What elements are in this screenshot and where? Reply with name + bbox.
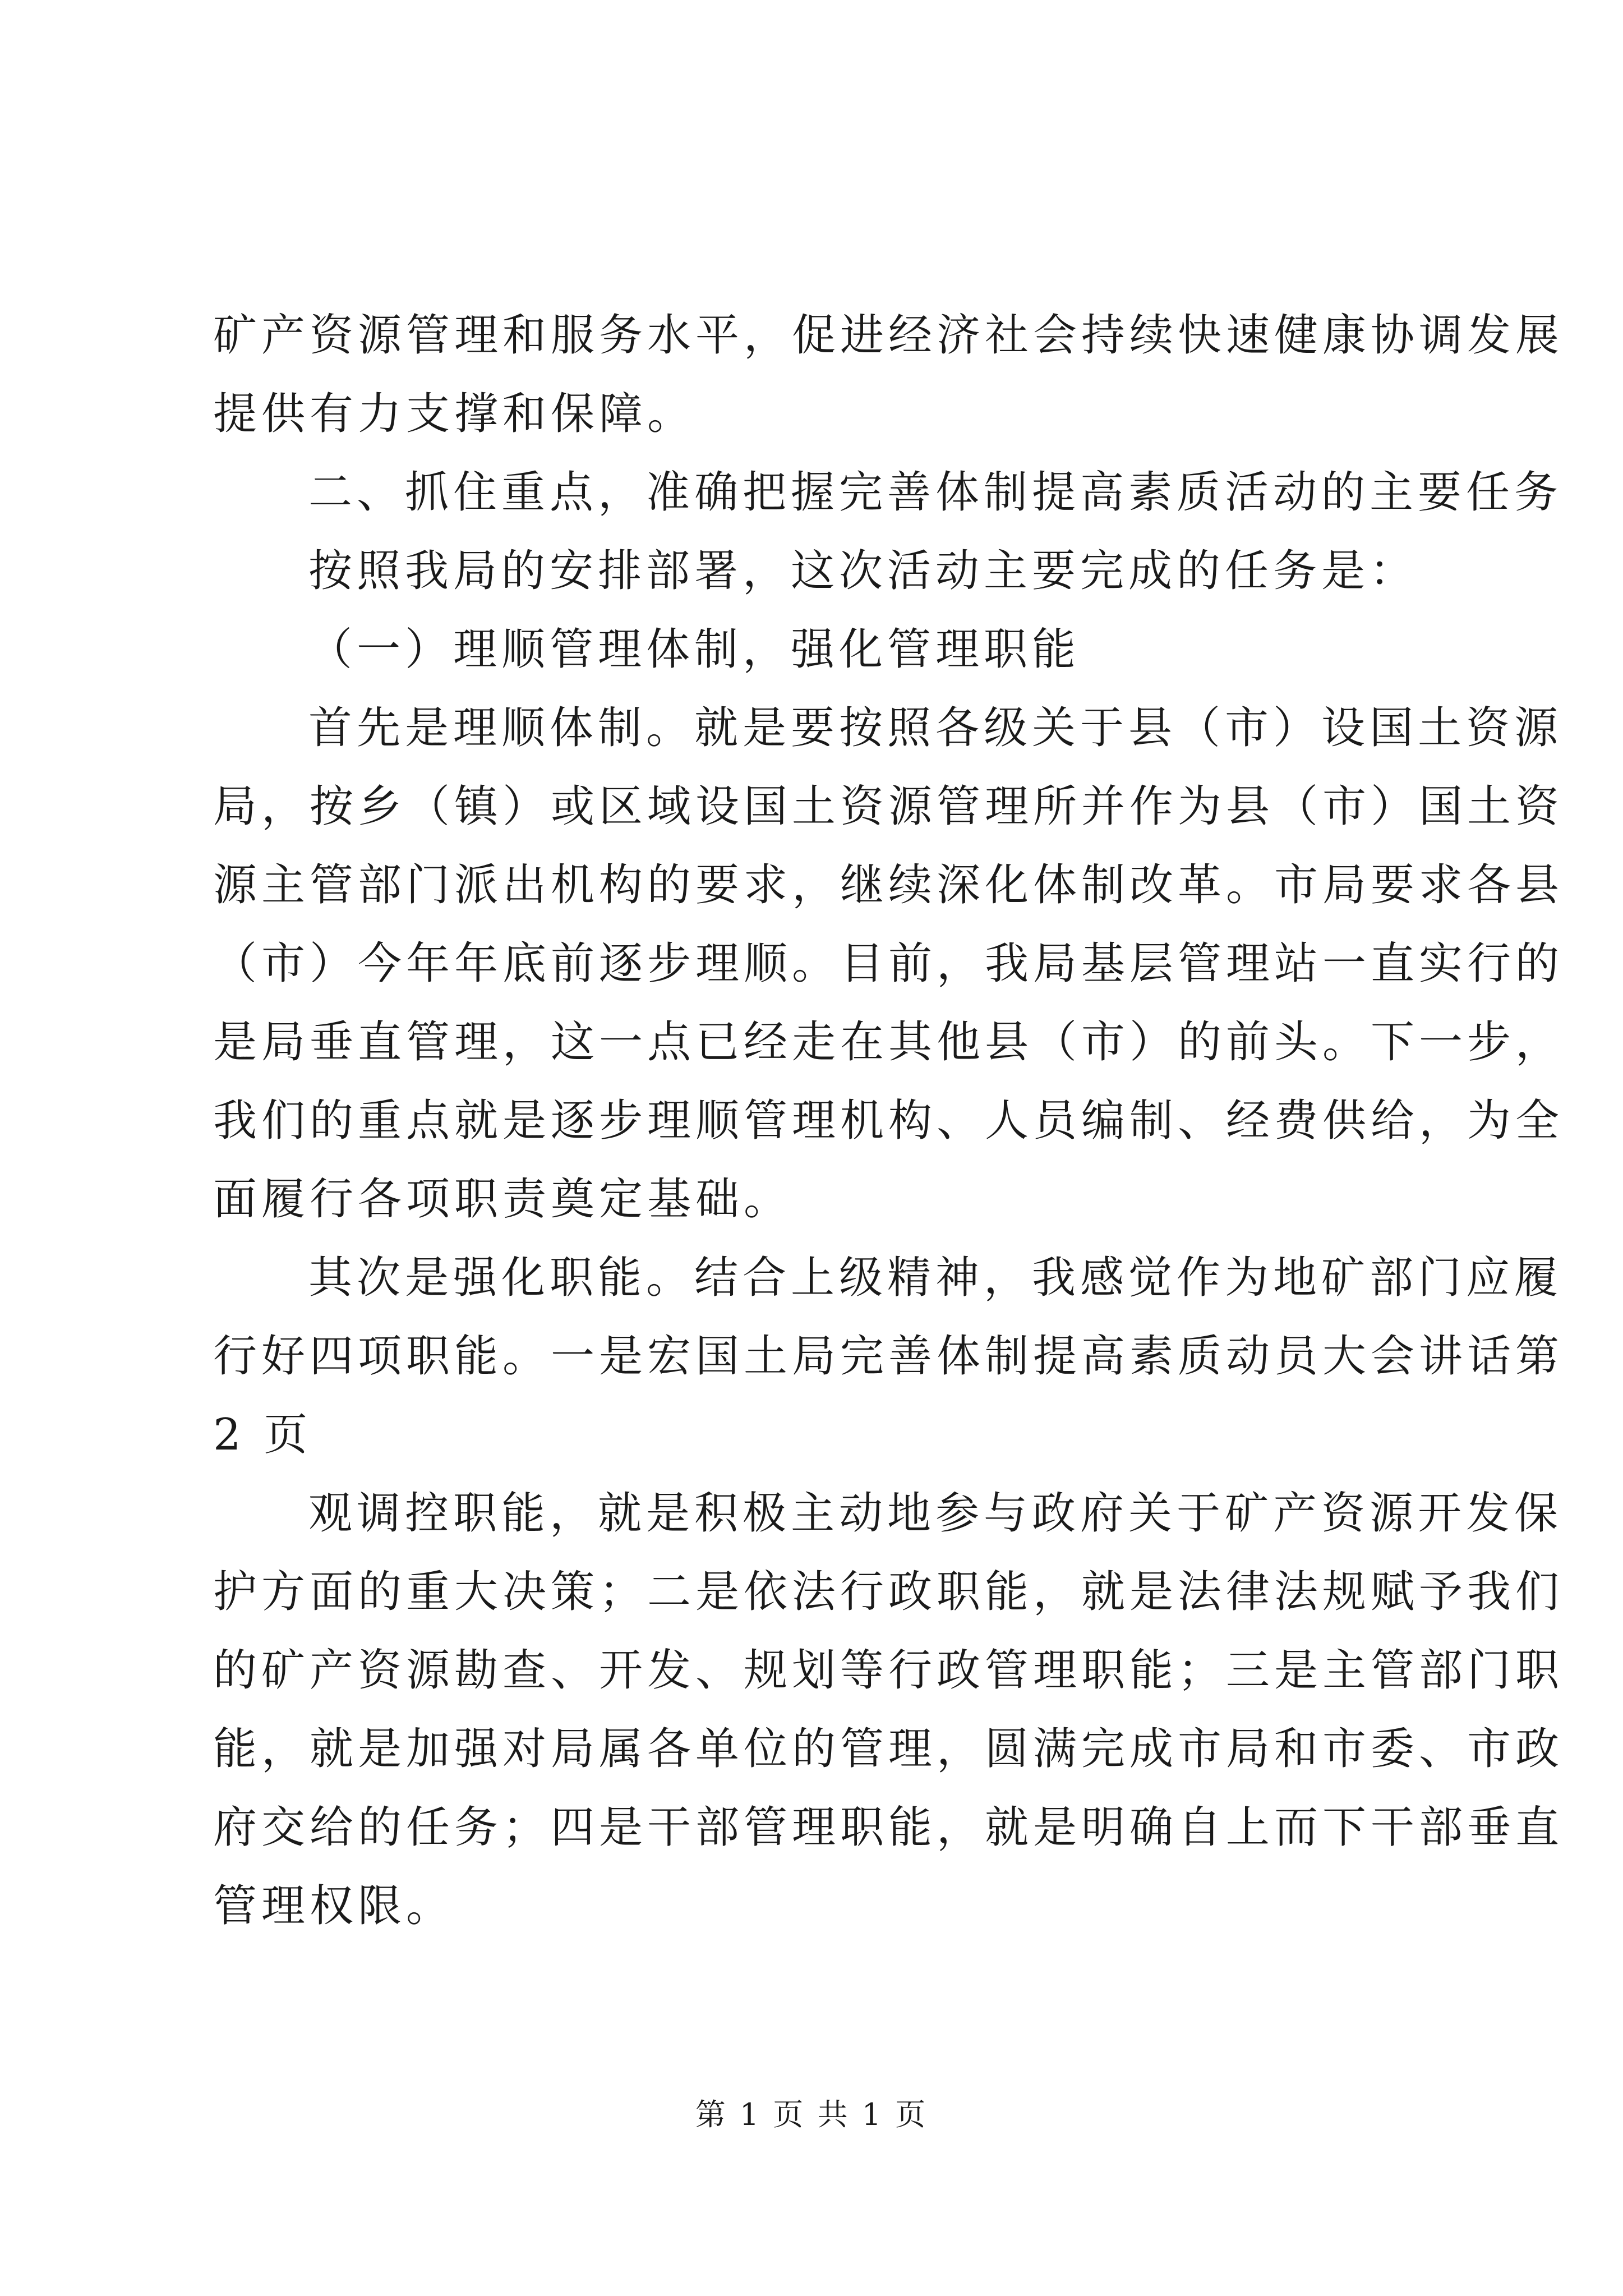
text-line: 护方面的重大决策；二是依法行政职能，就是法律法规赋予我们 xyxy=(213,1567,1564,1617)
text-line: 是局垂直管理，这一点已经走在其他县（市）的前头。下一步， xyxy=(213,1017,1564,1068)
text-line: 府交给的任务；四是干部管理职能，就是明确自上而下干部垂直 xyxy=(213,1802,1564,1853)
text-line: （市）今年年底前逐步理顺。目前，我局基层管理站一直实行的 xyxy=(213,938,1564,989)
text-line: 观调控职能，就是积极主动地参与政府关于矿产资源开发保 xyxy=(308,1488,1563,1539)
page-footer: 第 1 页 共 1 页 xyxy=(695,2097,928,2132)
text-line: 我们的重点就是逐步理顺管理机构、人员编制、经费供给，为全 xyxy=(213,1096,1564,1146)
section-heading: 二、抓住重点，准确把握完善体制提高素质活动的主要任务 xyxy=(308,467,1563,518)
text-line: 行好四项职能。一是宏国土局完善体制提高素质动员大会讲话第 xyxy=(213,1331,1564,1382)
text-line: 能，就是加强对局属各单位的管理，圆满完成市局和市委、市政 xyxy=(213,1724,1564,1774)
subsection-heading: （一）理顺管理体制，强化管理职能 xyxy=(308,624,1081,675)
text-line: 局，按乡（镇）或区域设国土资源管理所并作为县（市）国土资 xyxy=(213,781,1564,832)
text-line: 面履行各项职责奠定基础。 xyxy=(213,1174,792,1225)
page-marker-line: 2 页 xyxy=(213,1410,312,1460)
text-line: 其次是强化职能。结合上级精神，我感觉作为地矿部门应履 xyxy=(308,1253,1563,1303)
text-line: 管理权限。 xyxy=(213,1881,455,1931)
text-line: 源主管部门派出机构的要求，继续深化体制改革。市局要求各县 xyxy=(213,860,1564,910)
text-line: 提供有力支撑和保障。 xyxy=(213,389,696,439)
text-line: 首先是理顺体制。就是要按照各级关于县（市）设国土资源 xyxy=(308,703,1563,753)
text-line: 的矿产资源勘查、开发、规划等行政管理职能；三是主管部门职 xyxy=(213,1645,1564,1696)
text-line: 矿产资源管理和服务水平，促进经济社会持续快速健康协调发展 xyxy=(213,310,1564,361)
body-text xyxy=(213,296,1564,1945)
text-line: 按照我局的安排部署，这次活动主要完成的任务是： xyxy=(308,546,1418,596)
